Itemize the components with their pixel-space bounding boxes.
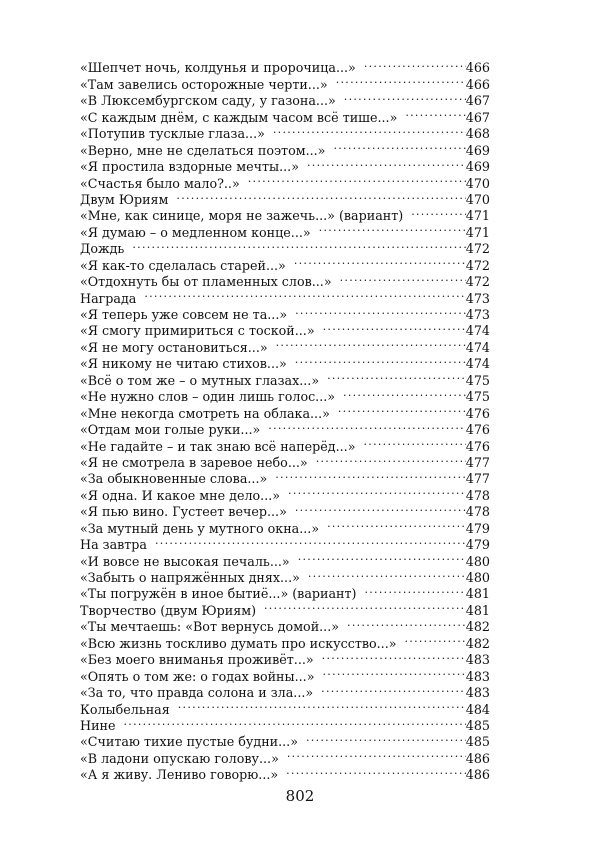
toc-entry-page: 475: [465, 389, 490, 405]
toc-entry-page: 472: [465, 274, 490, 290]
toc-entry: [80, 714, 490, 733]
toc-entry-page: 485: [465, 717, 490, 733]
dot-leader: [343, 385, 466, 401]
toc-entry-title: «Считаю тихие пустые будни...»: [80, 734, 298, 750]
toc-entry-title: «Там завелись осторожные черти...»: [80, 76, 328, 92]
dot-leader: [264, 598, 466, 614]
toc-entry-page: 480: [465, 570, 490, 585]
toc-entry-page: 482: [465, 635, 490, 651]
dot-leader: [347, 615, 466, 631]
toc-entry-title: «Мне некогда смотреть на облака...»: [80, 405, 330, 421]
dot-leader: [364, 582, 465, 598]
toc-entry-page: 486: [465, 767, 490, 783]
dot-leader: [344, 89, 466, 105]
dot-leader: [333, 138, 465, 154]
toc-entry-page: 466: [465, 60, 490, 76]
toc-entry-page: 475: [465, 372, 490, 388]
toc-entry-page: 483: [465, 685, 490, 701]
toc-entry-title: «Я пью вино. Густеет вечер...»: [80, 504, 287, 520]
toc-entry-page: 474: [465, 323, 490, 339]
toc-entry: [80, 56, 490, 76]
toc-entry-title: Творчество (двум Юриям): [80, 602, 257, 618]
dot-leader: [323, 319, 466, 335]
dot-leader: [307, 155, 466, 171]
dot-leader: [295, 500, 466, 516]
toc-entry-page: 476: [465, 438, 490, 454]
toc-entry-page: 481: [465, 602, 490, 618]
page-number: 802: [285, 787, 315, 805]
toc-entry-title: «Мне, как синице, моря не зажечь...» (вариант): [80, 208, 404, 224]
toc-entry-page: 483: [465, 652, 490, 668]
toc-entry-title: «Я думаю – о медленном конце...»: [80, 224, 311, 240]
dot-leader: [322, 664, 465, 680]
dot-leader: [405, 105, 465, 121]
dot-leader: [132, 237, 465, 253]
toc-entry-title: «Верно, мне не сделаться поэтом...»: [80, 142, 326, 158]
toc-entry-page: 470: [465, 191, 490, 207]
dot-leader: [336, 72, 466, 88]
dot-leader: [364, 56, 466, 72]
dot-leader: [294, 253, 466, 269]
toc-entry-title: «Счастья было мало?..»: [80, 175, 240, 191]
toc-entry-title: «Я никому не читаю стихов...»: [80, 356, 287, 372]
toc-entry-page: 483: [465, 668, 490, 684]
dot-leader: [288, 483, 466, 499]
dot-leader: [178, 697, 466, 713]
toc-entry-page: 474: [465, 356, 490, 372]
dot-leader: [363, 434, 465, 450]
dot-leader: [295, 352, 466, 368]
toc-entry-page: 472: [465, 257, 490, 273]
toc-entry-title: «В Люксембургском саду, у газона...»: [80, 93, 336, 109]
toc-entry-title: «Я смогу примириться с тоской...»: [80, 323, 315, 339]
toc-entry-title: «Забыть о напряжённых днях...»: [80, 570, 300, 585]
dot-leader: [155, 533, 466, 549]
toc-entry-title: «Опять о том же: о годах войны...»: [80, 668, 315, 684]
dot-leader: [327, 516, 466, 532]
toc-entry-page: 467: [465, 93, 490, 109]
toc-entry-title: Нине: [80, 717, 116, 733]
toc-entry-page: 480: [465, 553, 490, 569]
toc-entry-page: 481: [465, 586, 490, 602]
toc-entry-title: «С каждым днём, с каждым часом всё тише...»: [80, 109, 398, 125]
toc-entry-page: 479: [465, 537, 490, 553]
toc-entry-title: Колыбельная: [80, 701, 170, 717]
toc-entry-page: 476: [465, 422, 490, 438]
toc-entry-title: «Отдам мои голые руки...»: [80, 422, 261, 438]
toc-entry-page: 471: [465, 208, 490, 224]
dot-leader: [411, 204, 466, 220]
toc-entry-page: 482: [465, 619, 490, 635]
dot-leader: [306, 730, 466, 746]
dot-leader: [176, 188, 465, 204]
toc-entry-title: «Я простила вздорные мечты...»: [80, 159, 299, 175]
toc-entry-title: На завтра: [80, 537, 147, 553]
toc-entry-title: «А я живу. Лениво говорю...»: [80, 767, 279, 783]
toc-entry-page: 469: [465, 142, 490, 158]
toc-entry-page: 485: [465, 734, 490, 750]
toc-entry-page: 478: [465, 504, 490, 520]
toc-entry-page: 477: [465, 471, 490, 487]
dot-leader: [144, 286, 465, 302]
toc-entry-title: «Всё о том же – о мутных глазах...»: [80, 372, 320, 388]
toc-entry-title: «Я не смотрела в заревое небо...»: [80, 454, 308, 470]
dot-leader: [276, 335, 466, 351]
toc-entry-title: Награда: [80, 290, 137, 306]
toc-entry-title: «За мутный день у мутного окна...»: [80, 520, 320, 536]
toc-entry-page: 476: [465, 405, 490, 421]
toc-entry-page: 472: [465, 241, 490, 257]
dot-leader: [322, 648, 466, 664]
toc-entry-title: «Ты мечтаешь: «Вот вернусь домой...»: [80, 619, 340, 635]
dot-leader: [273, 122, 466, 138]
dot-leader: [124, 714, 466, 730]
toc-entry-page: 474: [465, 339, 490, 355]
dot-leader: [298, 549, 466, 565]
toc-entry-page: 478: [465, 487, 490, 503]
toc-entry-title: «Я как-то сделалась старей...»: [80, 257, 286, 273]
toc-entry-page: 484: [465, 701, 490, 717]
toc-entry-page: 473: [465, 307, 490, 322]
toc-entry-title: «Не гадайте – и так знаю всё наперёд...»: [80, 438, 356, 454]
toc-entry-title: «Без моего вниманья проживёт...»: [80, 652, 314, 668]
toc-entry: [80, 730, 490, 750]
toc-entry-title: «Я не могу остановиться...»: [80, 339, 268, 355]
dot-leader: [319, 220, 466, 236]
dot-leader: [321, 681, 466, 697]
toc-entry-title: «Всю жизнь тоскливо думать про искусство...»: [80, 635, 397, 651]
dot-leader: [316, 451, 466, 467]
toc-entry-page: 471: [465, 224, 490, 240]
toc-entry-title: «Отдохнуть бы от пламенных слов...»: [80, 274, 332, 290]
toc-entry-page: 468: [465, 126, 490, 142]
toc-entry: [80, 237, 490, 257]
toc-entry-title: «Шепчет ночь, колдунья и пророчица...»: [80, 60, 356, 76]
toc-entry-page: 466: [465, 76, 490, 92]
dot-leader: [286, 763, 466, 779]
dot-leader: [340, 270, 466, 286]
toc-entry-title: Двум Юриям: [80, 191, 169, 207]
dot-leader: [248, 171, 466, 187]
table-of-contents: [80, 56, 490, 783]
dot-leader: [405, 631, 466, 647]
dot-leader: [338, 401, 466, 417]
dot-leader: [295, 303, 466, 319]
toc-entry-title: «Не нужно слов – один лишь голос...»: [80, 389, 336, 405]
toc-entry-title: «Я одна. И какое мне дело...»: [80, 487, 281, 503]
toc-entry-title: «Ты погружён в иное бытиё...» (вариант): [80, 586, 357, 602]
toc-entry-page: 470: [465, 175, 490, 191]
toc-entry-page: 469: [465, 159, 490, 175]
dot-leader: [308, 566, 466, 582]
toc-entry-title: «В ладони опускаю голову...»: [80, 750, 279, 766]
toc-entry-title: «Я теперь уже совсем не та...»: [80, 307, 288, 322]
toc-entry-title: «Потупив тусклые глаза...»: [80, 126, 265, 142]
toc-entry-title: «За обыкновенные слова...»: [80, 471, 268, 487]
toc-entry-title: «За то, что правда солона и зла...»: [80, 685, 314, 701]
toc-entry: [80, 253, 490, 273]
toc-entry-title: Дождь: [80, 241, 125, 257]
toc-entry-title: «И вовсе не высокая печаль...»: [80, 553, 290, 569]
dot-leader: [268, 418, 466, 434]
dot-leader: [287, 746, 466, 762]
toc-entry-page: 477: [465, 454, 490, 470]
toc-entry-page: 486: [465, 750, 490, 766]
dot-leader: [275, 467, 466, 483]
toc-entry-page: 473: [465, 290, 490, 306]
toc-entry-page: 479: [465, 520, 490, 536]
toc-entry-page: 467: [465, 109, 490, 125]
dot-leader: [327, 368, 466, 384]
